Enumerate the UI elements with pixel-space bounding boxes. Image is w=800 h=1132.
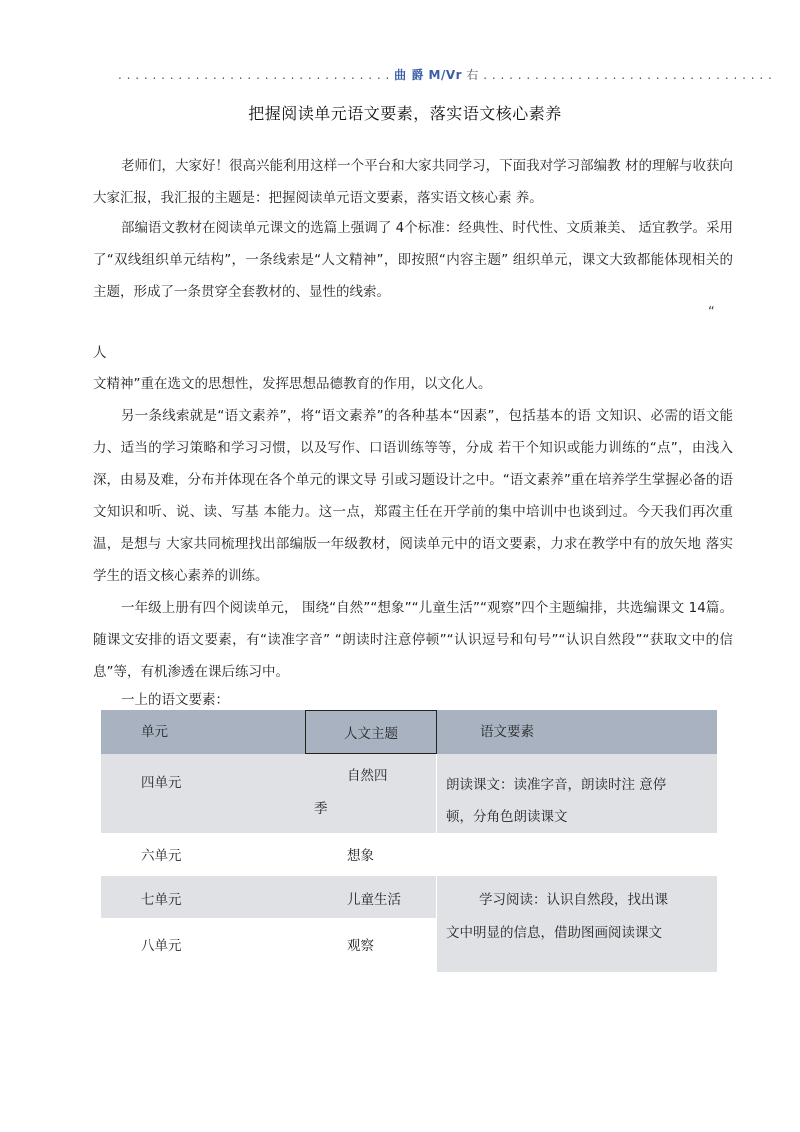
table-row-theme: 观察 <box>347 938 374 954</box>
page-header <box>118 66 773 83</box>
table-row-unit: 四单元 <box>141 775 182 791</box>
table-row-unit: 六单元 <box>141 848 182 864</box>
table-row-theme: 儿童生活 <box>347 892 401 908</box>
document-title: 把握阅读单元语文要素，落实语文核心素养 <box>248 104 562 123</box>
paragraph-grade-one-units: 一年级上册有四个阅读单元， 围绕“自然”“想象”“儿童生活”“观察”四个主题编排，共选编课文 14篇。随课文安排的语文要素，有“读准字音” “朗读时注意停顿”“认识逗号和句号”“认识自然段”“获取文中的信息”等，有机渗透在课后练习中。 <box>93 600 733 680</box>
elements-text-line: 朗读课文：读准字音，朗读时注 意停 <box>446 777 667 793</box>
header-elements: 语文要素 <box>480 724 534 740</box>
paragraph-greeting: 老师们，大家好！很高兴能利用这样一个平台和大家共同学习，下面我对学习部编教 材的理解与收获向大家汇报，我汇报的主题是：把握阅读单元语文要素，落实语文核心素 养。 <box>93 158 733 206</box>
table-row-unit: 八单元 <box>141 938 182 954</box>
stray-character: 人 <box>93 345 107 361</box>
table-row-theme: 自然四 <box>347 768 388 784</box>
header-mark-tail: 右 <box>466 68 479 82</box>
elements-text-line: 顿，分角色朗读课文 <box>446 809 568 825</box>
table-row-unit: 七单元 <box>141 892 182 908</box>
elements-text-line: 文中明显的信息，借助图画阅读课文 <box>446 925 662 941</box>
header-theme: 人文主题 <box>305 710 437 754</box>
header-mark: 曲 爵 M/Vr <box>394 68 463 82</box>
header-unit: 单元 <box>141 724 168 740</box>
table-header-row <box>101 710 717 754</box>
elements-text-line: 学习阅读：认识自然段，找出课 <box>479 892 668 908</box>
header-dots-right: . . . . . . . . . . . . . . . . . . . . . . . . . . . . . . . . . . <box>483 68 773 82</box>
paragraph-humanistic-spirit: 文精神”重在选文的思想性，发挥思想品德教育的作用，以文化人。 <box>93 376 492 392</box>
stray-quote-mark: “ <box>708 305 715 320</box>
paragraph-literacy-thread: 另一条线索就是“语文素养”，将“语文素养”的各种基本“因素”，包括基本的语 文知识、必需的语文能力、适当的学习策略和学习习惯，以及写作、口语训练等等，分成 若干个知识或能力训练的“点”，由浅入深，由易及难，分布并体现在各个单元的课文导 引或习题设计之中。“语文素养”重在培养学生掌握必备的语文知识和听、说、读、写基 本能力。这一点，郑霞主任在开学前的集中培训中也谈到过。今天我们再次重温，是想与 大家共同梳理找出部编版一年级教材，阅读单元中的语文要素，力求在教学中有的放矢地 落实学生的语文核心素养的训练。 <box>93 408 733 584</box>
paragraph-textbook-selection: 部编语文教材在阅读单元课文的选篇上强调了 4个标准：经典性、时代性、文质兼美、 适宜教学。采用了“双线组织单元结构”，一条线索是“人文精神”，即按照“内容主题” 组织单元，课文大致都能体现相关的主题，形成了一条贯穿全套教材的、显性的线索。 <box>93 220 733 300</box>
table-row-theme: 想象 <box>347 848 374 864</box>
table-row-theme-continued: 季 <box>314 801 328 817</box>
header-dots-left: . . . . . . . . . . . . . . . . . . . . . . . . . . . . . . . . <box>118 68 390 82</box>
table-caption: 一上的语文要素： <box>121 692 229 708</box>
